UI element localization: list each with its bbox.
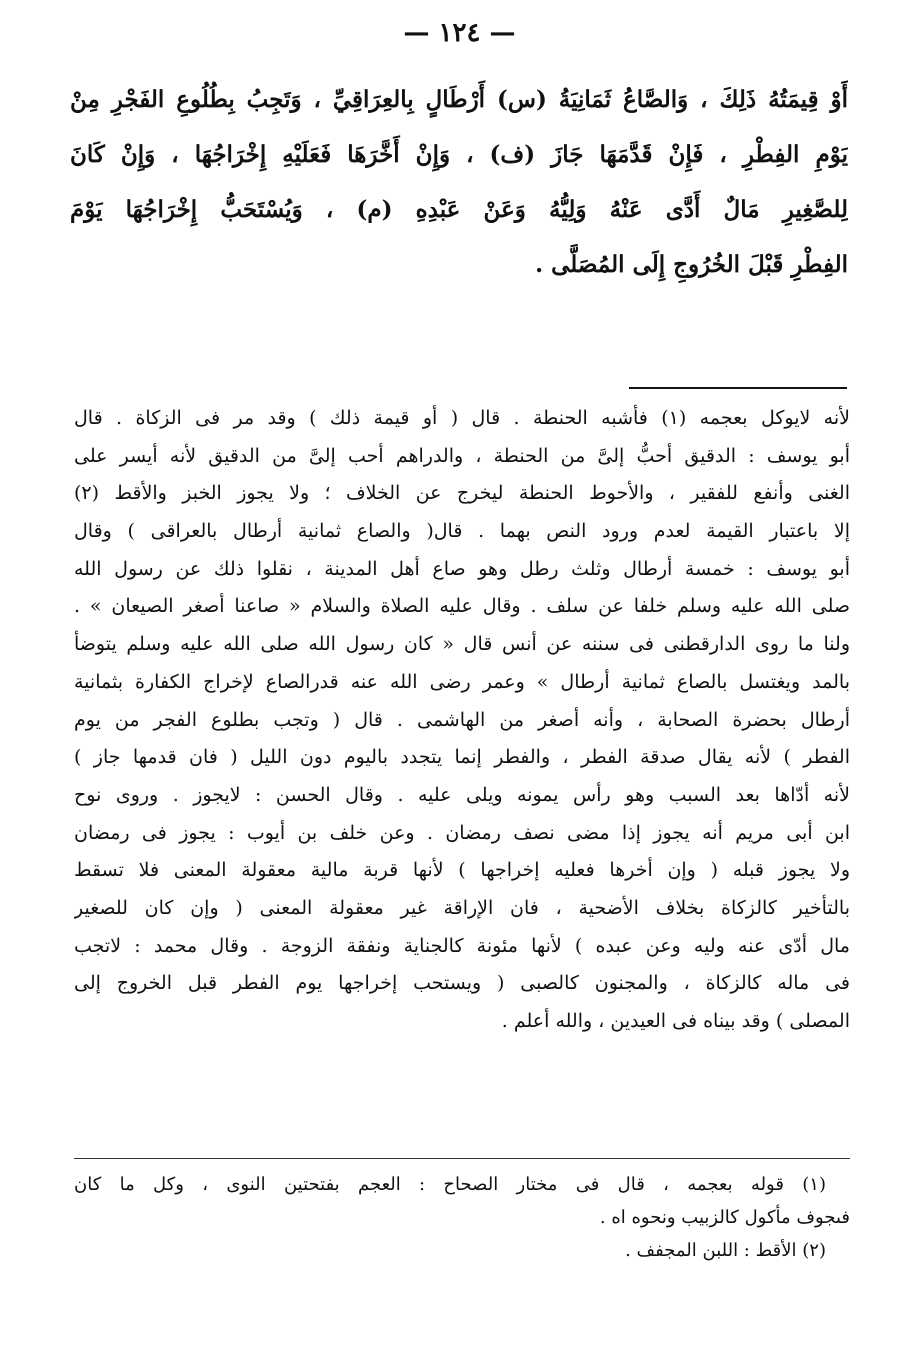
commentary-line: الغنى وأنفع للفقير ، والأحوط الحنطة ليخرج عن الخلاف ؛ ولا يجوز الخبز والأقط (٢) — [74, 482, 850, 505]
main-text-line: لِلصَّغِيرِ مَالٌ أَدَّى عَنْهُ وَلِيُّهُ وَعَنْ عَبْدِهِ (م) ، وَيُسْتَحَبُّ إِخْرَاجُهَا يَوْمَ — [70, 196, 848, 223]
footnote-line: فىجوف مأكول كالزبيب ونحوه اه . — [599, 1207, 850, 1228]
footnotes-block — [74, 1168, 850, 1267]
commentary-line: ابن أبى مريم أنه يجوز إذا مضى نصف رمضان . وعن خلف بن أيوب : يجوز فى رمضان — [74, 821, 850, 844]
commentary-line: لأنه أدّاها بعد السبب وهو رأس يمونه ويلى عليه . وقال الحسن : لايجوز . وروى نوح — [74, 783, 850, 806]
main-text-line: الفِطْرِ قَبْلَ الخُرُوجِ إِلَى المُصَلَّى . — [535, 251, 848, 278]
footnote-line: (١) قوله بعجمه ، قال فى مختار الصحاح : العجم بفتحتين النوى ، وكل ما كان — [74, 1174, 826, 1195]
page-number: — ١٢٤ — — [403, 18, 516, 48]
commentary-line: مال أدّى عنه وليه وعن عبده ) لأنها مئونة كالجناية ونفقة الزوجة . وقال محمد : لاتجب — [74, 934, 850, 957]
commentary-block — [74, 400, 850, 1041]
commentary-line: صلى الله عليه وسلم خلفا عن سلف . وقال عليه الصلاة والسلام « صاعنا أصغر الصيعان » . — [74, 595, 850, 618]
commentary-line: ولنا ما روى الدارقطنى فى سننه عن أنس قال « كان رسول الله صلى الله عليه وسلم يتوضأ — [74, 633, 850, 656]
main-text-block — [70, 72, 848, 292]
main-text-line: أَوْ قِيمَتُهُ ذَلِكَ ، وَالصَّاعُ ثَمَانِيَةُ (س) أَرْطَالٍ بِالعِرَاقِيِّ ، وَتَجِبُ بِطُلُوعِ الفَجْرِ مِنْ — [70, 86, 848, 113]
commentary-line: الفطر ) لأنه يقال صدقة الفطر ، والفطر إنما يتجدد باليوم دون الليل ( فان قدمها جاز ) — [74, 746, 850, 769]
commentary-line: إلا باعتبار القيمة لعدم ورود النص بهما . قال( والصاع ثمانية أرطال بالعراقى ) وقال — [74, 520, 850, 543]
section-separator — [629, 387, 847, 389]
commentary-line: لأنه لايوكل بعجمه (١) فأشبه الحنطة . قال ( أو قيمة ذلك ) وقد مر فى الزكاة . قال — [74, 407, 850, 429]
main-text-line: يَوْمِ الفِطْرِ ، فَإِنْ قَدَّمَهَا جَازَ (ف) ، وَإِنْ أَخَّرَهَا فَعَلَيْهِ إِخْرَاجُهَا ، وَإِنْ كَانَ — [70, 141, 848, 168]
commentary-line: أبو يوسف : خمسة أرطال وثلث رطل وهو صاع أهل المدينة ، نقلوا ذلك عن رسول الله — [74, 557, 850, 580]
commentary-line: بالتأخير كالزكاة بخلاف الأضحية ، فان الإراقة غير معقولة المعنى ( وإن كان للصغير — [74, 896, 850, 919]
commentary-line: ولا يجوز قبله ( وإن أخرها فعليه إخراجها ) لأنها قربة مالية معقولة المعنى فلا تسقط — [74, 859, 850, 882]
commentary-line: بالمد ويغتسل بالصاع ثمانية أرطال » وعمر رضى الله عنه قدرالصاع لإخراج الكفارة بثمانية — [74, 670, 850, 693]
footnote-divider — [74, 1158, 850, 1159]
commentary-line: أبو يوسف : الدقيق أحبُّ إلىَّ من الحنطة ، والدراهم أحب إلىَّ من الدقيق لأنه أيسر على — [74, 444, 850, 467]
commentary-line: المصلى ) وقد بيناه فى العيدين ، والله أعلم . — [501, 1010, 850, 1032]
footnote-line: (٢) الأقط : اللبن المجفف . — [625, 1240, 826, 1261]
commentary-line: أرطال بحضرة الصحابة ، وأنه أصغر من الهاشمى . قال ( وتجب بطلوع الفجر من يوم — [74, 708, 850, 731]
commentary-line: فى ماله كالزكاة ، والمجنون كالصبى ( ويستحب إخراجها يوم الفطر قبل الخروج إلى — [74, 972, 850, 995]
